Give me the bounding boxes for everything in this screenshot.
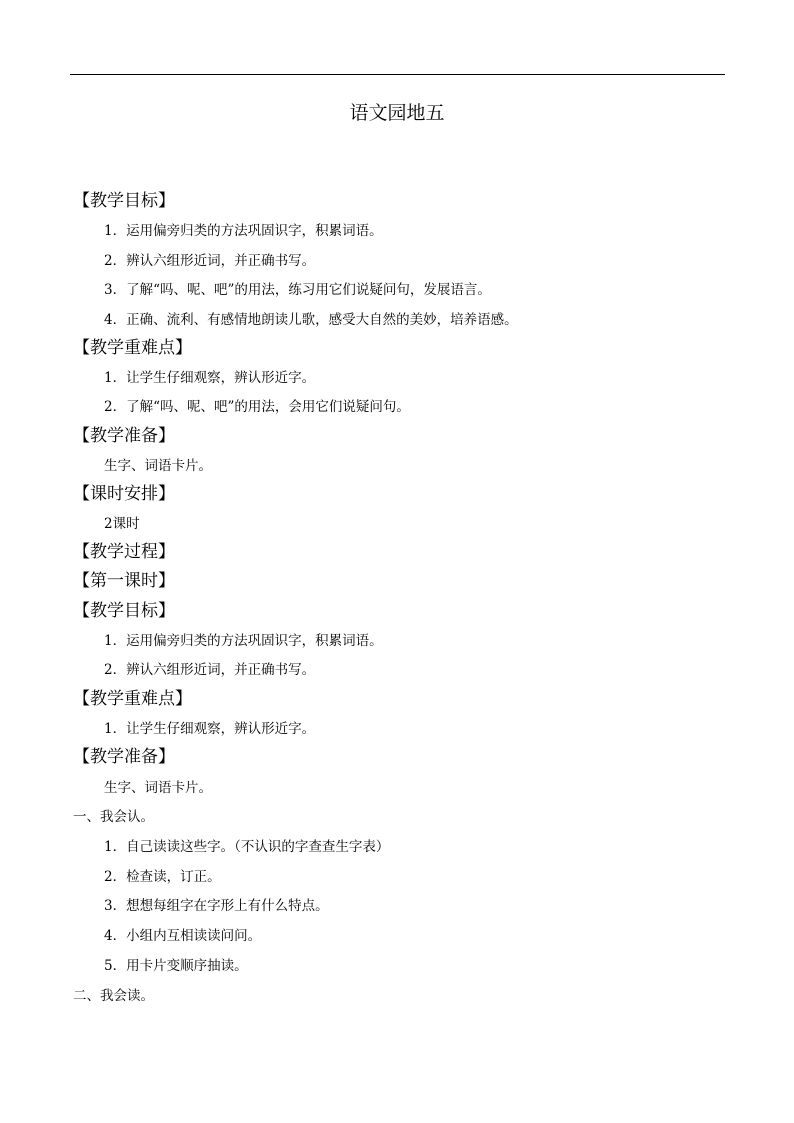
section-heading: 【教学目标】 — [73, 191, 175, 211]
text-line: 2．辨认六组形近词，并正确书写。 — [104, 253, 316, 269]
section-heading: 【教学重难点】 — [73, 689, 192, 709]
text-line: 2课时 — [104, 516, 140, 532]
text-line: 3．了解“吗、呢、吧”的用法，练习用它们说疑问句，发展语言。 — [104, 282, 491, 298]
section-heading: 【教学重难点】 — [73, 338, 192, 358]
page-title: 语文园地五 — [349, 102, 445, 124]
text-line: 3．想想每组字在字形上有什么特点。 — [104, 898, 329, 914]
text-line: 2．了解“吗、呢、吧”的用法，会用它们说疑问句。 — [104, 399, 410, 415]
text-line: 4．小组内互相读读问问。 — [104, 928, 262, 944]
text-line: 4．正确、流利、有感情地朗读儿歌，感受大自然的美妙，培养语感。 — [104, 312, 518, 328]
section-heading: 【教学准备】 — [73, 426, 175, 446]
text-line: 5．用卡片变顺序抽读。 — [104, 958, 248, 974]
text-line: 1．让学生仔细观察，辨认形近字。 — [104, 370, 316, 386]
text-line: 1．让学生仔细观察，辨认形近字。 — [104, 721, 316, 737]
section-heading: 【教学目标】 — [73, 601, 175, 621]
section-heading: 【教学准备】 — [73, 747, 175, 767]
text-line: 1．自己读读这些字。（不认识的字查查生字表） — [104, 839, 390, 855]
section-heading: 【教学过程】 — [73, 542, 175, 562]
text-line: 生字、词语卡片。 — [104, 780, 212, 796]
text-line: 1．运用偏旁归类的方法巩固识字，积累词语。 — [104, 633, 383, 649]
text-line: 二、我会读。 — [73, 988, 154, 1004]
section-heading: 【第一课时】 — [73, 571, 175, 591]
text-line: 2．辨认六组形近词，并正确书写。 — [104, 662, 316, 678]
text-line: 2．检查读，订正。 — [104, 869, 221, 885]
text-line: 一、我会认。 — [73, 809, 154, 825]
header-rule — [70, 74, 725, 75]
section-heading: 【课时安排】 — [73, 484, 175, 504]
text-line: 1．运用偏旁归类的方法巩固识字，积累词语。 — [104, 223, 383, 239]
text-line: 生字、词语卡片。 — [104, 458, 212, 474]
